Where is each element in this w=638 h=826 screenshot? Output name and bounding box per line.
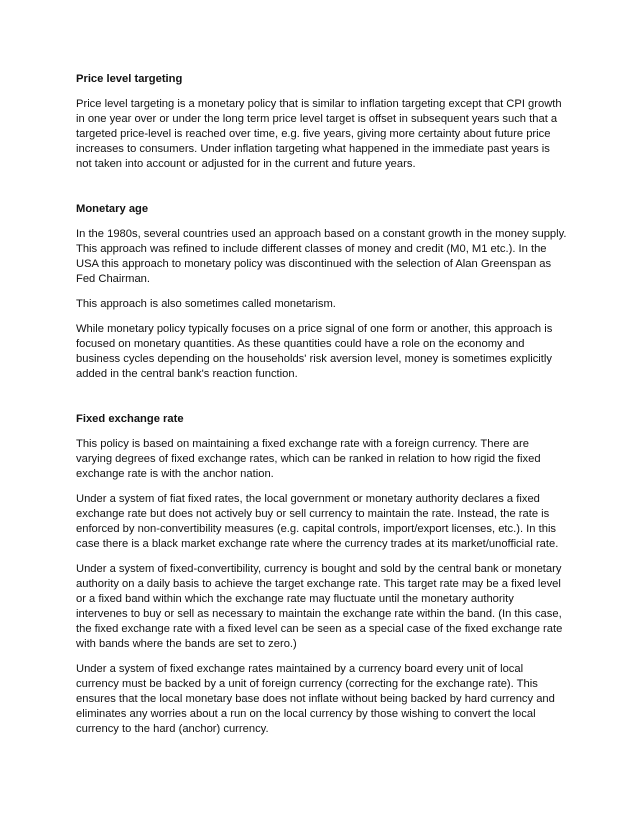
paragraph: Under a system of fixed-convertibility, currency is bought and sold by the central bank or monetary authority on a daily basis to achieve the target exchange rate. This target rate may be a fixed level or a fixed band within which the exchange rate may fluctuate until the monetary authority intervenes to buy or sell as necessary to maintain the exchange rate within the band. (In this case, the fixed exchange rate with a fixed level can be seen as a special case of the fixed exchange rate with bands where the bands are set to zero.): [76, 563, 563, 650]
section-heading: Price level targeting: [76, 73, 183, 85]
section-heading: Fixed exchange rate: [76, 413, 184, 425]
paragraph: While monetary policy typically focuses on a price signal of one form or another, this approach is focused on monetary quantities. As these quantities could have a role on the economy and business cycles depending on the households' risk aversion level, money is sometimes explicitly added in the central bank's reaction function.: [76, 323, 553, 380]
section-monetary-age: [76, 202, 568, 382]
paragraph: Price level targeting is a monetary policy that is similar to inflation targeting except that CPI growth in one year over or under the long term price level target is offset in subsequent years such that a targeted price-level is reached over time, e.g. five years, giving more certainty about future price increases to consumers. Under inflation targeting what happened in the immediate past years is not taken into account or adjusted for in the current and future years.: [76, 98, 562, 170]
section-price-level-targeting: [76, 72, 568, 172]
section-fixed-exchange-rate: [76, 412, 568, 737]
paragraph: This approach is also sometimes called monetarism.: [76, 298, 336, 310]
document-page: [76, 72, 568, 747]
paragraph: Under a system of fixed exchange rates maintained by a currency board every unit of local currency must be backed by a unit of foreign currency (correcting for the exchange rate). This ensures that the local monetary base does not inflate without being backed by hard currency and eliminates any worries about a run on the local currency by those wishing to convert the local currency to the hard (anchor) currency.: [76, 663, 555, 735]
paragraph: In the 1980s, several countries used an approach based on a constant growth in the money supply. This approach was refined to include different classes of money and credit (M0, M1 etc.). In the USA this approach to monetary policy was discontinued with the selection of Alan Greenspan as Fed Chairman.: [76, 228, 567, 285]
paragraph: Under a system of fiat fixed rates, the local government or monetary authority declares a fixed exchange rate but does not actively buy or sell currency to maintain the rate. Instead, the rate is enforced by non-convertibility measures (e.g. capital controls, import/export licenses, etc.). In this case there is a black market exchange rate where the currency trades at its market/unofficial rate.: [76, 493, 559, 550]
section-heading: Monetary age: [76, 203, 149, 215]
paragraph: This policy is based on maintaining a fixed exchange rate with a foreign currency. There are varying degrees of fixed exchange rates, which can be ranked in relation to how rigid the fixed exchange rate is with the anchor nation.: [76, 438, 541, 480]
